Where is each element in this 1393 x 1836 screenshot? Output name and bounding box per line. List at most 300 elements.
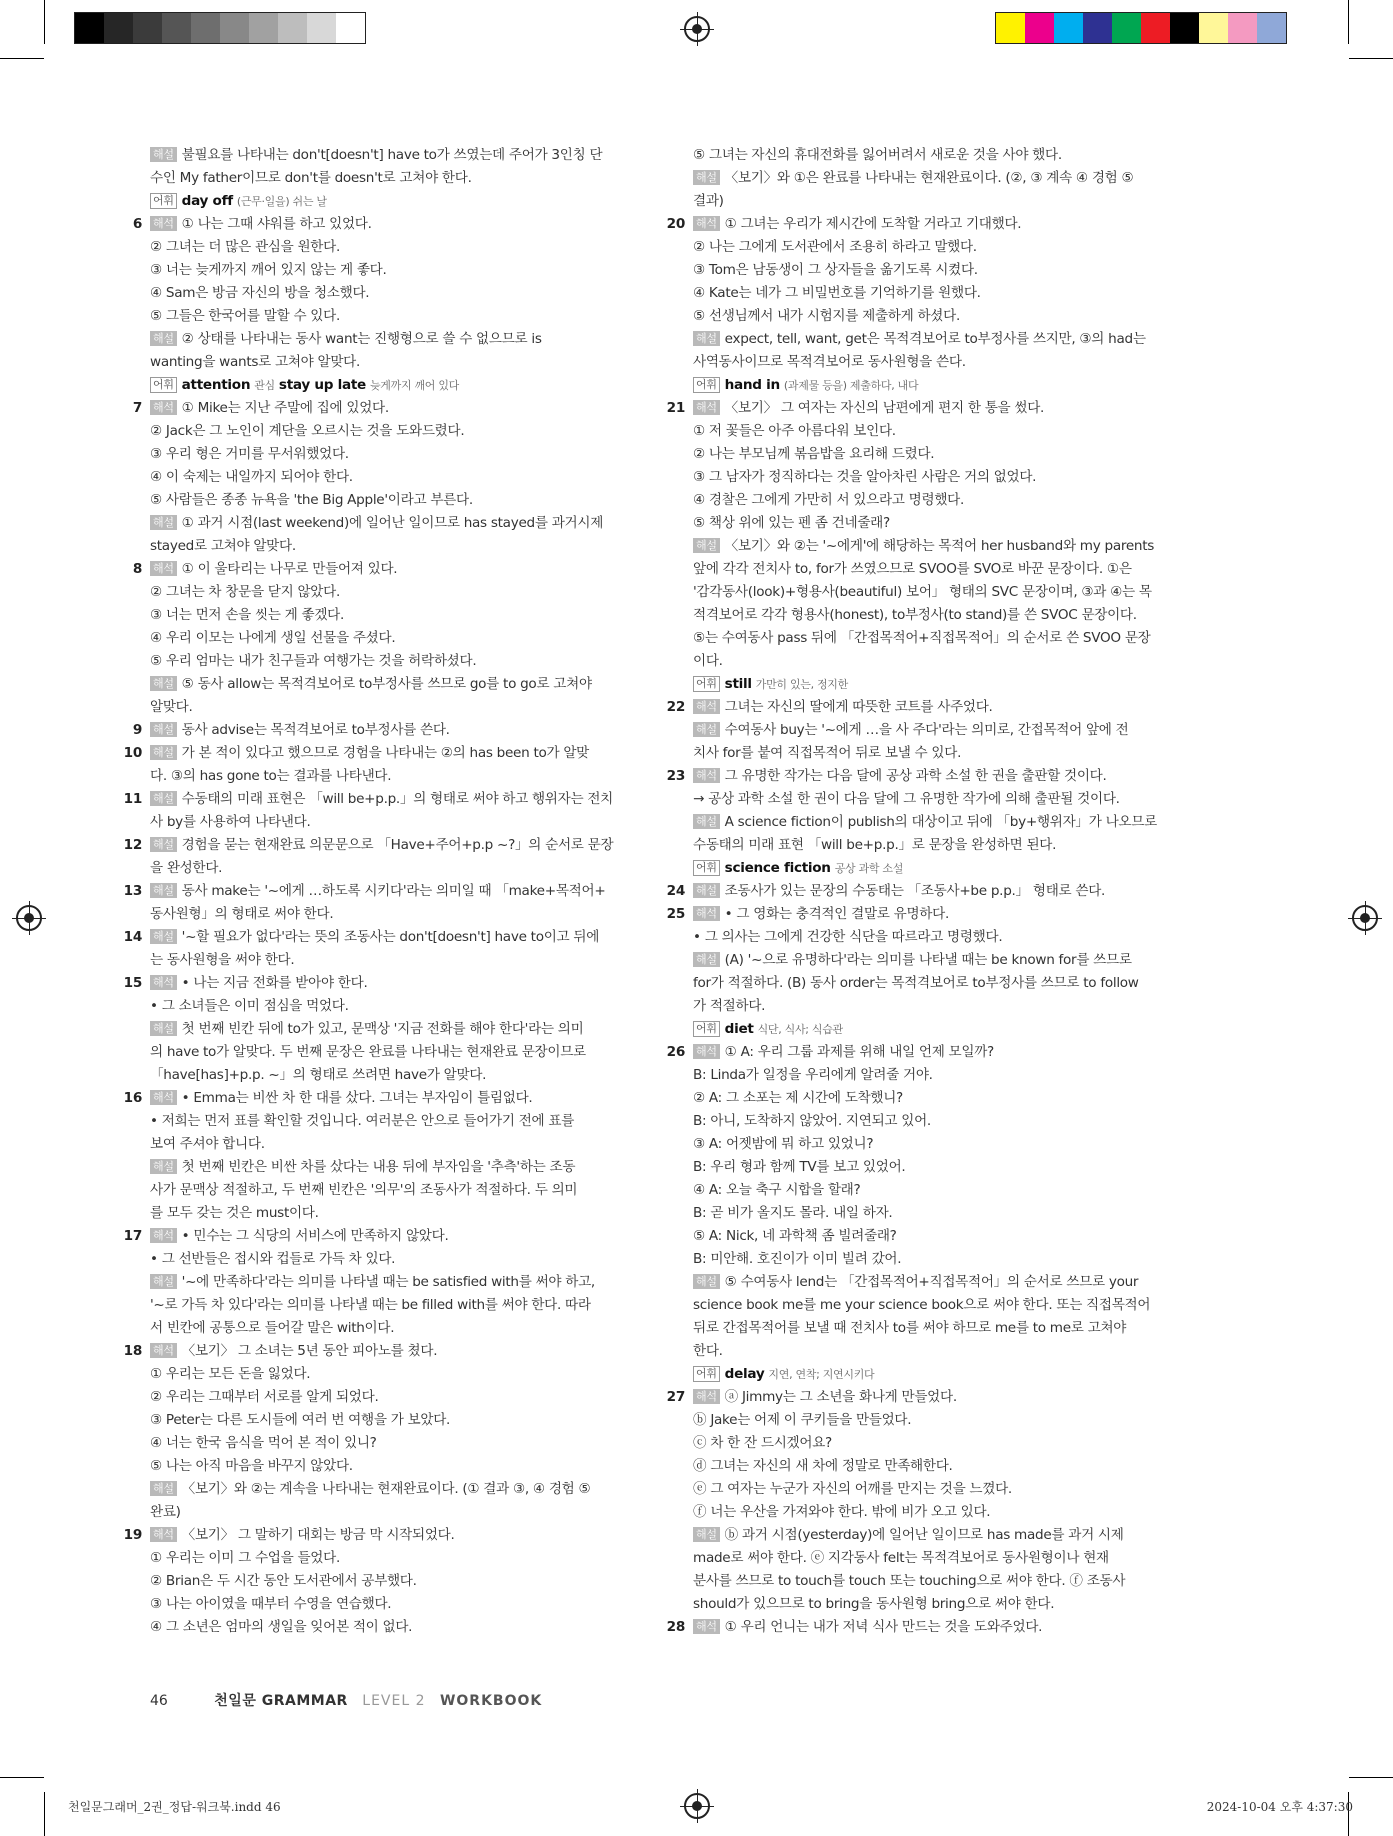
- line-text: should가 있으므로 to bring을 동사원형 bring으로 써야 한다.: [693, 1596, 1055, 1612]
- line-text: A science fiction이 publish의 대상이고 뒤에 「by+행위자」가 나오므로: [724, 814, 1157, 830]
- vocab-meaning: (근무·일을) 쉬는 날: [236, 195, 327, 208]
- registration-mark-bottom-icon: [684, 1793, 710, 1819]
- answer-line: [150, 811, 642, 834]
- answer-line: [693, 1524, 1185, 1547]
- answer-line: [693, 351, 1185, 374]
- vocab-badge: 어휘: [693, 860, 720, 876]
- answer-item: [123, 788, 642, 834]
- line-text: 〈보기〉와 ②는 계속을 나타내는 현재완료이다. (① 결과 ③, ④ 경험 ⑤: [181, 1481, 591, 1497]
- question-number: 21: [666, 400, 685, 416]
- label-badge: 해설: [150, 1021, 177, 1036]
- book-level: LEVEL 2: [362, 1693, 426, 1709]
- answer-line: [693, 926, 1185, 949]
- answer-line: [693, 1593, 1185, 1616]
- answer-line: [150, 1547, 642, 1570]
- answer-line: [150, 1202, 642, 1225]
- line-text: ④ 경찰은 그에게 가만히 서 있으라고 명령했다.: [693, 492, 965, 508]
- page-number: 46: [150, 1693, 168, 1709]
- answer-line: [150, 673, 642, 696]
- answer-line: [693, 650, 1185, 673]
- answer-line: [693, 1501, 1185, 1524]
- vocab-badge: 어휘: [150, 377, 177, 393]
- book-brand: 천일문 GRAMMAR: [214, 1693, 348, 1709]
- answer-line: [150, 1363, 642, 1386]
- answer-item: [132, 213, 642, 397]
- vocab-word: stay up late: [278, 377, 366, 393]
- answer-line: [150, 1087, 642, 1110]
- vocab-badge: 어휘: [693, 1021, 720, 1037]
- label-badge: 해설: [693, 170, 720, 185]
- answer-line: [693, 1455, 1185, 1478]
- answer-line: [693, 811, 1185, 834]
- answer-line: [150, 1501, 642, 1524]
- answer-line: [150, 305, 642, 328]
- vocab-word: diet: [724, 1021, 754, 1037]
- answer-line: [150, 1524, 642, 1547]
- answer-line: [150, 1294, 642, 1317]
- line-text: • 나는 지금 전화를 받아야 한다.: [181, 975, 368, 991]
- answer-line: [693, 1386, 1185, 1409]
- line-text: 완료): [150, 1504, 181, 1520]
- line-text: 의 have to가 알맞다. 두 번째 문장은 완료를 나타내는 현재완료 문장이므로: [150, 1044, 586, 1060]
- line-text: ⓑ Jake는 어제 이 쿠키들을 만들었다.: [693, 1412, 912, 1428]
- line-text: 분사를 쓰므로 to touch를 touch 또는 touching으로 써야 한다. ⓕ 조동사: [693, 1573, 1126, 1589]
- label-badge: 해석: [693, 1619, 720, 1634]
- line-text: ④ 그 소년은 엄마의 생일을 잊어본 적이 없다.: [150, 1619, 413, 1635]
- answer-line: [693, 1133, 1185, 1156]
- label-badge: 해설: [150, 147, 177, 162]
- answer-line: [693, 535, 1185, 558]
- answer-line: [693, 719, 1185, 742]
- answer-line: [150, 1432, 642, 1455]
- label-badge: 해설: [150, 791, 177, 806]
- answer-line: [693, 1225, 1185, 1248]
- question-number: 20: [666, 216, 685, 232]
- label-badge: 해석: [150, 1228, 177, 1243]
- label-badge: 해설: [693, 331, 720, 346]
- line-text: ② 상태를 나타내는 동사 want는 진행형으로 쓸 수 없으므로 is: [181, 331, 542, 347]
- answer-line: [693, 581, 1185, 604]
- color-swatch: [307, 13, 336, 43]
- answer-line: [693, 880, 1185, 903]
- line-text: ⓓ 그녀는 자신의 새 차에 정말로 만족해한다.: [693, 1458, 953, 1474]
- answer-line: [150, 1271, 642, 1294]
- answer-item: [123, 1340, 642, 1524]
- answer-line: [150, 1248, 642, 1271]
- line-text: ③ A: 어젯밤에 뭐 하고 있었니?: [693, 1136, 874, 1152]
- answer-item: [666, 765, 1185, 880]
- answer-line: [693, 328, 1185, 351]
- answer-line: [693, 1363, 1185, 1386]
- answer-line: [693, 1547, 1185, 1570]
- answer-line: [150, 1570, 642, 1593]
- label-badge: 해설: [150, 837, 177, 852]
- color-swatch: [1025, 13, 1054, 43]
- line-text: ⑤ 사람들은 종종 뉴욕을 'the Big Apple'이라고 부른다.: [150, 492, 473, 508]
- line-text: '감각동사(look)+형용사(beautiful) 보어」 형태의 SVC 문장이며, ③과 ④는 목: [693, 584, 1152, 600]
- color-swatch: [1170, 13, 1199, 43]
- color-swatch: [1228, 13, 1257, 43]
- answer-line: [693, 949, 1185, 972]
- line-text: for가 적절하다. (B) 동사 order는 목적격보어로 to부정사를 쓰므로 to follow: [693, 975, 1139, 991]
- color-swatch: [162, 13, 191, 43]
- answer-line: [693, 903, 1185, 926]
- line-text: ② 그녀는 차 창문을 닫지 않았다.: [150, 584, 340, 600]
- answer-item: [693, 144, 1185, 213]
- answer-line: [150, 995, 642, 1018]
- answer-line: [693, 144, 1185, 167]
- line-text: 「have[has]+p.p. ~」의 형태로 쓰려면 have가 알맞다.: [150, 1067, 487, 1083]
- answer-line: [150, 558, 642, 581]
- line-text: ① 우리는 이미 그 수업을 들었다.: [150, 1550, 340, 1566]
- answer-line: [693, 1202, 1185, 1225]
- line-text: ① 저 꽃들은 아주 아름다워 보인다.: [693, 423, 896, 439]
- line-text: ① A: 우리 그룹 과제를 위해 내일 언제 모일까?: [724, 1044, 994, 1060]
- vocab-badge: 어휘: [150, 193, 177, 209]
- line-text: ⑤ 우리 엄마는 내가 친구들과 여행가는 것을 허락하셨다.: [150, 653, 477, 669]
- color-swatch: [75, 13, 104, 43]
- vocab-word: day off: [181, 193, 233, 209]
- book-workbook-label: WORKBOOK: [439, 1693, 543, 1709]
- page-footer: [150, 1690, 542, 1710]
- answer-line: [150, 765, 642, 788]
- label-badge: 해석: [150, 561, 177, 576]
- answer-line: [150, 719, 642, 742]
- answer-column-left: [123, 144, 642, 1639]
- line-text: ③ 우리 형은 거미를 무서워했었다.: [150, 446, 349, 462]
- answer-line: [693, 1409, 1185, 1432]
- answer-item: [123, 834, 642, 880]
- line-text: 동사 advise는 목적격보어로 to부정사를 쓴다.: [181, 722, 450, 738]
- answer-item: [123, 742, 642, 788]
- answer-line: [693, 673, 1185, 696]
- answer-item: [666, 213, 1185, 397]
- line-text: ② 우리는 그때부터 서로를 알게 되었다.: [150, 1389, 379, 1405]
- answer-item: [132, 719, 642, 742]
- answer-line: [150, 857, 642, 880]
- answer-line: [693, 1616, 1185, 1639]
- answer-line: [693, 696, 1185, 719]
- crop-mark: [1349, 1777, 1393, 1778]
- line-text: ① 그녀는 우리가 제시간에 도착할 거라고 기대했다.: [724, 216, 1022, 232]
- line-text: 는 동사원형을 써야 한다.: [150, 952, 295, 968]
- question-number: 23: [666, 768, 685, 784]
- line-text: 보여 주셔야 합니다.: [150, 1136, 265, 1152]
- answer-line: [693, 972, 1185, 995]
- line-text: 사역동사이므로 목적격보어로 동사원형을 쓴다.: [693, 354, 966, 370]
- line-text: B: Linda가 일정을 우리에게 알려줄 거야.: [693, 1067, 933, 1083]
- answer-line: [693, 1294, 1185, 1317]
- label-badge: 해석: [693, 768, 720, 783]
- question-number: 22: [666, 699, 685, 715]
- line-text: 경험을 묻는 현재완료 의문문으로 「Have+주어+p.p ~?」의 순서로 문장: [181, 837, 614, 853]
- answer-item: [123, 880, 642, 926]
- answer-line: [150, 1409, 642, 1432]
- answer-line: [150, 374, 642, 397]
- line-text: 알맞다.: [150, 699, 193, 715]
- line-text: ① 나는 그때 샤워를 하고 있었다.: [181, 216, 372, 232]
- label-badge: 해석: [693, 400, 720, 415]
- answer-line: [693, 1340, 1185, 1363]
- label-badge: 해설: [693, 722, 720, 737]
- answer-line: [693, 1432, 1185, 1455]
- answer-line: [693, 765, 1185, 788]
- answer-item: [150, 144, 642, 213]
- registration-mark-left-icon: [16, 905, 42, 931]
- vocab-meaning: 늦게까지 깨어 있다: [369, 379, 459, 392]
- label-badge: 해설: [150, 929, 177, 944]
- color-swatch: [996, 13, 1025, 43]
- line-text: ② 나는 그에게 도서관에서 조용히 하라고 말했다.: [693, 239, 977, 255]
- answer-line: [150, 1018, 642, 1041]
- answer-line: [693, 213, 1185, 236]
- vocab-word: attention: [181, 377, 251, 393]
- label-badge: 해설: [150, 676, 177, 691]
- line-text: 가 본 적이 있다고 했으므로 경험을 나타내는 ②의 has been to가 알맞: [181, 745, 590, 761]
- label-badge: 해설: [150, 745, 177, 760]
- label-badge: 해석: [150, 1090, 177, 1105]
- question-number: 11: [123, 791, 142, 807]
- line-text: B: 우리 형과 함께 TV를 보고 있었어.: [693, 1159, 906, 1175]
- answer-line: [693, 1179, 1185, 1202]
- line-text: 치사 for를 붙여 직접목적어 뒤로 보낼 수 있다.: [693, 745, 962, 761]
- color-swatch: [220, 13, 249, 43]
- answer-line: [150, 328, 642, 351]
- answer-line: [150, 880, 642, 903]
- line-text: ④ 너는 한국 음식을 먹어 본 적이 있니?: [150, 1435, 377, 1451]
- label-badge: 해설: [693, 1527, 720, 1542]
- answer-item: [123, 1524, 642, 1639]
- answer-line: [150, 650, 642, 673]
- answer-item: [666, 880, 1185, 903]
- answer-line: [693, 1110, 1185, 1133]
- answer-item: [666, 696, 1185, 765]
- question-number: 17: [123, 1228, 142, 1244]
- label-badge: 해설: [693, 1274, 720, 1289]
- answer-line: [693, 190, 1185, 213]
- line-text: 결과): [693, 193, 724, 209]
- answer-line: [693, 305, 1185, 328]
- answer-line: [150, 144, 642, 167]
- answer-line: [693, 282, 1185, 305]
- answer-line: [150, 788, 642, 811]
- answer-line: [150, 489, 642, 512]
- answer-line: [150, 1593, 642, 1616]
- answer-line: [150, 1133, 642, 1156]
- question-number: 9: [132, 722, 142, 738]
- line-text: ④ Kate는 네가 그 비밀번호를 기억하기를 원했다.: [693, 285, 981, 301]
- crop-mark: [0, 58, 44, 59]
- color-swatch: [249, 13, 278, 43]
- answer-line: [693, 489, 1185, 512]
- line-text: ③ 그 남자가 정직하다는 것을 알아차린 사람은 거의 없었다.: [693, 469, 1037, 485]
- line-text: expect, tell, want, get은 목적격보어로 to부정사를 쓰지만, ③의 had는: [724, 331, 1146, 347]
- answer-line: [150, 1110, 642, 1133]
- label-badge: 해설: [693, 538, 720, 553]
- answer-line: [693, 374, 1185, 397]
- line-text: 를 모두 갖는 것은 must이다.: [150, 1205, 319, 1221]
- line-text: (A) '~으로 유명하다'라는 의미를 나타낼 때는 be known for를 쓰므로: [724, 952, 1132, 968]
- crop-mark: [0, 1777, 44, 1778]
- line-text: B: 미안해. 호진이가 이미 빌려 갔어.: [693, 1251, 902, 1267]
- answer-line: [150, 949, 642, 972]
- line-text: 〈보기〉 그 말하기 대회는 방금 막 시작되었다.: [181, 1527, 455, 1543]
- line-text: ④ 이 숙제는 내일까지 되어야 한다.: [150, 469, 353, 485]
- line-text: ② 나는 부모님께 볶음밥을 요리해 드렸다.: [693, 446, 935, 462]
- line-text: • 그 의사는 그에게 건강한 식단을 따르라고 명령했다.: [693, 929, 1003, 945]
- line-text: 〈보기〉 그 소녀는 5년 동안 피아노를 쳤다.: [181, 1343, 438, 1359]
- line-text: ② Jack은 그 노인이 계단을 오르시는 것을 도와드렸다.: [150, 423, 465, 439]
- line-text: ⑤는 수여동사 pass 뒤에 「간접목적어+직접목적어」의 순서로 쓴 SVOO 문장: [693, 630, 1151, 646]
- answer-line: [150, 627, 642, 650]
- crop-mark: [44, 1792, 45, 1836]
- answer-line: [693, 1317, 1185, 1340]
- line-text: ① 이 울타리는 나무로 만들어져 있다.: [181, 561, 398, 577]
- line-text: ② A: 그 소포는 제 시간에 도착했니?: [693, 1090, 903, 1106]
- answer-line: [150, 351, 642, 374]
- question-number: 12: [123, 837, 142, 853]
- grayscale-color-bar: [74, 12, 366, 44]
- answer-line: [693, 627, 1185, 650]
- vocab-meaning: 식단, 식사; 식습관: [757, 1023, 843, 1036]
- line-text: '~에 만족하다'라는 의미를 나타낼 때는 be satisfied with를 써야 하고,: [181, 1274, 595, 1290]
- answer-line: [693, 1018, 1185, 1041]
- question-number: 8: [132, 561, 142, 577]
- line-text: 동사원형」의 형태로 써야 한다.: [150, 906, 334, 922]
- answer-line: [150, 236, 642, 259]
- answer-line: [693, 834, 1185, 857]
- line-text: ① Mike는 지난 주말에 집에 있었다.: [181, 400, 389, 416]
- color-swatch: [191, 13, 220, 43]
- question-number: 19: [123, 1527, 142, 1543]
- color-swatch: [1257, 13, 1286, 43]
- answer-line: [150, 1317, 642, 1340]
- line-text: ⓔ 그 여자는 누군가 자신의 어깨를 만지는 것을 느꼈다.: [693, 1481, 1012, 1497]
- vocab-meaning: 지연, 연착; 지연시키다: [768, 1368, 875, 1381]
- registration-mark-top-icon: [684, 16, 710, 42]
- answer-item: [123, 972, 642, 1087]
- label-badge: 해석: [150, 1343, 177, 1358]
- color-swatch: [336, 13, 365, 43]
- line-text: • 그 영화는 충격적인 결말로 유명하다.: [724, 906, 949, 922]
- answer-line: [693, 1271, 1185, 1294]
- answer-line: [693, 558, 1185, 581]
- line-text: 수동태의 미래 표현은 「will be+p.p.」의 형태로 써야 하고 행위자는 전치: [181, 791, 613, 807]
- answer-line: [150, 581, 642, 604]
- color-swatch: [1199, 13, 1228, 43]
- answer-line: [693, 512, 1185, 535]
- question-number: 15: [123, 975, 142, 991]
- question-number: 13: [123, 883, 142, 899]
- question-number: 27: [666, 1389, 685, 1405]
- line-text: 〈보기〉 그 여자는 자신의 남편에게 편지 한 통을 썼다.: [724, 400, 1045, 416]
- answer-line: [150, 742, 642, 765]
- line-text: science book me를 me your science book으로 써야 한다. 또는 직접목적어: [693, 1297, 1151, 1313]
- line-text: ⓐ Jimmy는 그 소년을 화나게 만들었다.: [724, 1389, 957, 1405]
- vocab-meaning: (과제물 등을) 제출하다, 내다: [783, 379, 919, 392]
- answer-line: [693, 1570, 1185, 1593]
- line-text: 〈보기〉와 ①은 완료를 나타내는 현재완료이다. (②, ③ 계속 ④ 경험 ⑤: [724, 170, 1134, 186]
- line-text: ④ Sam은 방금 자신의 방을 청소했다.: [150, 285, 370, 301]
- line-text: 첫 번째 빈칸 뒤에 to가 있고, 문맥상 '지금 전화를 해야 한다'라는 의미: [181, 1021, 584, 1037]
- question-number: 18: [123, 1343, 142, 1359]
- answer-line: [150, 512, 642, 535]
- line-text: ⑤ 수여동사 lend는 「간접목적어+직접목적어」의 순서로 쓰므로 your: [724, 1274, 1139, 1290]
- line-text: • 민수는 그 식당의 서비스에 만족하지 않았다.: [181, 1228, 449, 1244]
- line-text: ③ Peter는 다른 도시들에 여러 번 여행을 가 보았다.: [150, 1412, 451, 1428]
- answer-line: [693, 1248, 1185, 1271]
- answer-line: [150, 1616, 642, 1639]
- line-text: ⑤ 그녀는 자신의 휴대전화를 잃어버려서 새로운 것을 사야 했다.: [693, 147, 1062, 163]
- line-text: ⓕ 너는 우산을 가져와야 한다. 밖에 비가 오고 있다.: [693, 1504, 991, 1520]
- answer-line: [693, 466, 1185, 489]
- line-text: 서 빈칸에 공통으로 들어갈 말은 with이다.: [150, 1320, 395, 1336]
- answer-line: [693, 236, 1185, 259]
- registration-mark-right-icon: [1352, 905, 1378, 931]
- label-badge: 해설: [150, 331, 177, 346]
- label-badge: 해설: [150, 1274, 177, 1289]
- vocab-badge: 어휘: [693, 1366, 720, 1382]
- vocab-badge: 어휘: [693, 377, 720, 393]
- question-number: 7: [132, 400, 142, 416]
- crop-mark: [44, 0, 45, 44]
- line-text: ④ 우리 이모는 나에게 생일 선물을 주셨다.: [150, 630, 396, 646]
- answer-line: [693, 857, 1185, 880]
- question-number: 10: [123, 745, 142, 761]
- answer-line: [150, 259, 642, 282]
- vocab-meaning: 가만히 있는, 정지한: [755, 678, 848, 691]
- line-text: ① 우리는 모든 돈을 잃었다.: [150, 1366, 311, 1382]
- answer-line: [150, 397, 642, 420]
- answer-line: [693, 397, 1185, 420]
- answer-line: [693, 1087, 1185, 1110]
- line-text: '~할 필요가 없다'라는 뜻의 조동사는 don't[doesn't] have to이고 뒤에: [181, 929, 600, 945]
- answer-line: [693, 1478, 1185, 1501]
- answer-item: [666, 397, 1185, 696]
- answer-item: [666, 1041, 1185, 1386]
- line-text: • 그 소녀들은 이미 점심을 먹었다.: [150, 998, 349, 1014]
- line-text: ③ Tom은 남동생이 그 상자들을 옮기도록 시켰다.: [693, 262, 978, 278]
- answer-line: [150, 282, 642, 305]
- label-badge: 해석: [150, 400, 177, 415]
- line-text: 을 완성한다.: [150, 860, 223, 876]
- vocab-word: delay: [724, 1366, 765, 1382]
- line-text: ⑤ 나는 아직 마음을 바꾸지 않았다.: [150, 1458, 353, 1474]
- answer-line: [693, 604, 1185, 627]
- answer-line: [150, 443, 642, 466]
- line-text: 첫 번째 빈칸은 비싼 차를 샀다는 내용 뒤에 부자임을 '추측'하는 조동: [181, 1159, 576, 1175]
- line-text: 불필요를 나타내는 don't[doesn't] have to가 쓰였는데 주어가 3인칭 단: [181, 147, 603, 163]
- answer-item: [666, 1386, 1185, 1616]
- answer-line: [150, 1064, 642, 1087]
- answer-line: [150, 466, 642, 489]
- answer-line: [693, 1064, 1185, 1087]
- line-text: ⑤ 책상 위에 있는 펜 좀 건네줄래?: [693, 515, 890, 531]
- line-text: ② 그녀는 더 많은 관심을 원한다.: [150, 239, 340, 255]
- line-text: 동사 make는 '~에게 …하도록 시키다'라는 의미일 때 「make+목적어+: [181, 883, 606, 899]
- answer-item: [132, 558, 642, 719]
- label-badge: 해석: [693, 699, 720, 714]
- answer-line: [693, 788, 1185, 811]
- line-text: ⑤ 동사 allow는 목적격보어로 to부정사를 쓰므로 go를 to go로 고쳐야: [181, 676, 592, 692]
- line-text: B: 아니, 도착하지 않았어. 지연되고 있어.: [693, 1113, 931, 1129]
- answer-item: [123, 926, 642, 972]
- answer-line: [150, 420, 642, 443]
- answer-line: [150, 1041, 642, 1064]
- line-text: 그녀는 자신의 딸에게 따뜻한 코트를 사주었다.: [724, 699, 993, 715]
- question-number: 25: [666, 906, 685, 922]
- line-text: wanting을 wants로 고쳐야 알맞다.: [150, 354, 361, 370]
